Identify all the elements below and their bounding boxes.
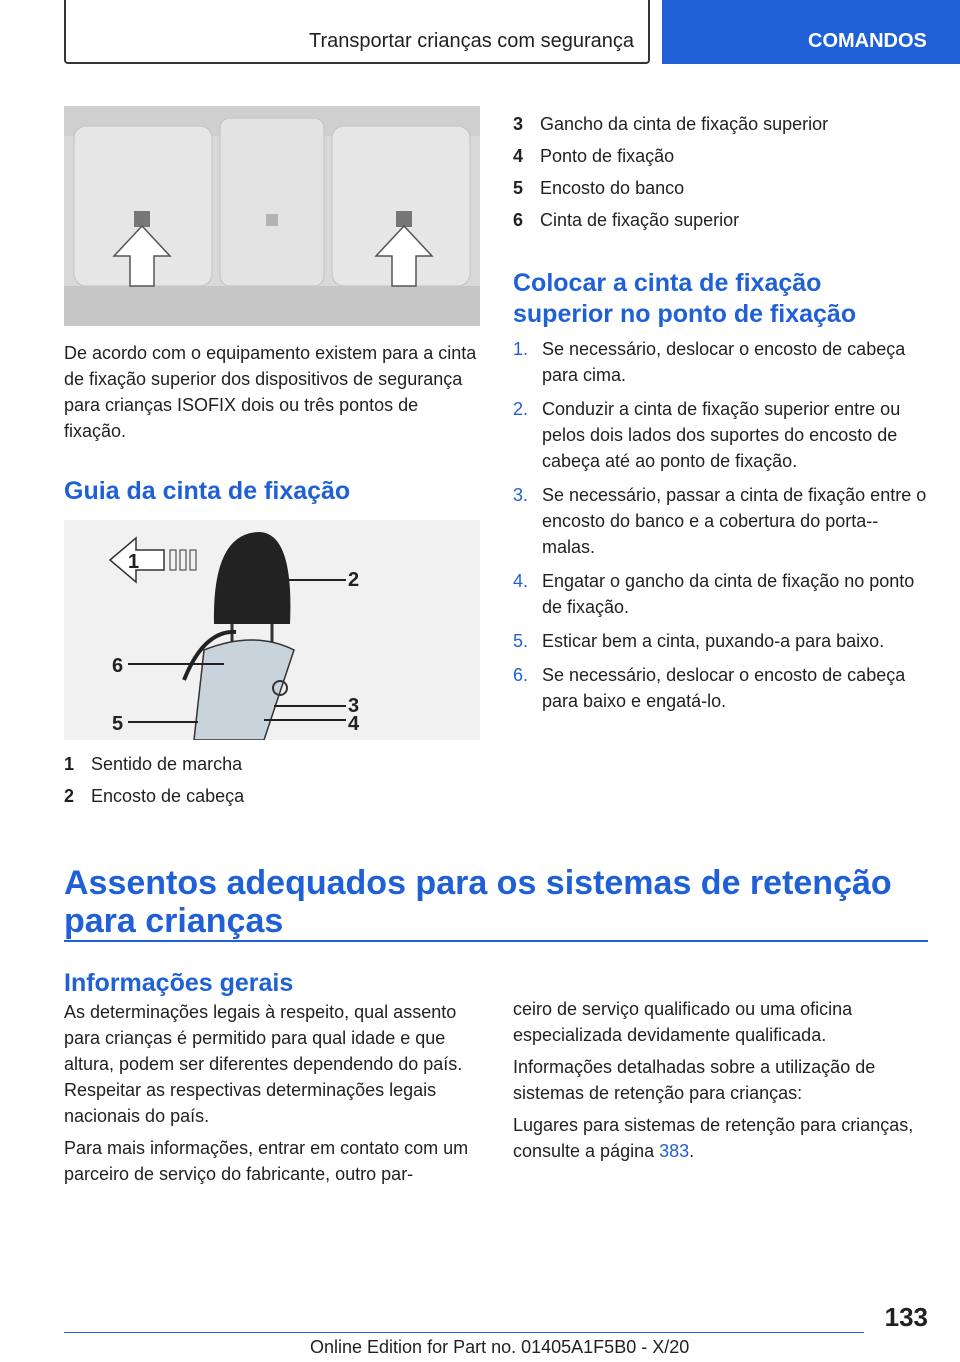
callout-2: 2: [348, 569, 360, 591]
step-number: 3.: [513, 485, 529, 505]
step-item: [513, 396, 928, 474]
page-number: 133: [884, 1302, 928, 1332]
step-item: [513, 482, 928, 560]
callout-6: 6: [112, 655, 124, 677]
step-number: 4.: [513, 571, 529, 591]
intro-text: De acordo com o equipamento existem para a cinta de fixação superior dos dispositivos de segurança para crianças ISOFIX dois ou três pontos de fixação.: [64, 343, 477, 441]
legend-text: Encosto de cabeça: [91, 786, 245, 806]
steps-section: [513, 268, 928, 722]
step-number: 5.: [513, 631, 529, 651]
steps-heading: Colocar a cinta de fixação superior no ponto de fixação: [513, 269, 857, 328]
legend-item: [513, 172, 928, 204]
headrest-shape: [214, 532, 291, 624]
seat-backrest-shape: [194, 640, 294, 740]
intro-paragraph: [64, 340, 482, 444]
legend-item: [513, 140, 928, 172]
general-info-paragraph: Informações detalhadas sobre a utilização de sistemas de retenção para crianças:: [513, 1057, 876, 1103]
header-section-title: Transportar crianças com segurança: [309, 30, 634, 52]
step-text: Se necessário, deslocar o encosto de cabeça para baixo e engatá-lo.: [542, 665, 906, 711]
step-item: [513, 628, 928, 654]
step-text: Se necessário, passar a cinta de fixação entre o encosto do banco e a cobertura do porta--malas.: [542, 485, 927, 557]
tether-guide-illustration: [64, 520, 480, 740]
page-reference-link[interactable]: 383: [659, 1141, 690, 1161]
callout-5: 5: [112, 713, 124, 735]
tether-guide-diagram: [64, 520, 480, 740]
anchor-points-photo: [64, 106, 480, 326]
diagram-legend-left: [64, 748, 482, 812]
header-section-box: [64, 0, 650, 64]
diagram-legend-right: [513, 108, 928, 236]
legend-item: [513, 204, 928, 236]
step-number: 2.: [513, 399, 529, 419]
section-title: Assentos adequados para os sistemas de retenção para crianças: [64, 864, 892, 940]
step-text: Se necessário, deslocar o encosto de cabeça para cima.: [542, 339, 906, 385]
footer-edition: Online Edition for Part no. 01405A1F5B0 - X/20: [310, 1337, 690, 1357]
step-item: [513, 662, 928, 714]
legend-number: 1: [64, 754, 75, 774]
general-info-paragraph: ceiro de serviço qualificado ou uma oficina especializada devidamente qualificada.: [513, 999, 853, 1045]
general-info-heading: Informações gerais: [64, 969, 294, 997]
step-number: 6.: [513, 665, 529, 685]
step-number: 1.: [513, 339, 529, 359]
callout-3: 3: [348, 695, 360, 717]
guide-heading: Guia da cinta de fixação: [64, 477, 351, 505]
section-rule: [64, 940, 928, 942]
legend-text: Encosto do banco: [540, 178, 685, 198]
legend-number: 4: [513, 146, 524, 166]
step-text: Engatar o gancho da cinta de fixação no ponto de fixação.: [542, 571, 915, 617]
page-reference-end: .: [689, 1141, 695, 1161]
step-item: [513, 336, 928, 388]
page-reference-paragraph: [513, 1112, 928, 1164]
general-info-paragraph: Para mais informações, entrar em contato com um parceiro de serviço do fabricante, outro par-: [64, 1138, 469, 1184]
header-tab-comandos[interactable]: COMANDOS: [662, 0, 960, 64]
anchor-points-illustration: [64, 106, 480, 326]
legend-number: 5: [513, 178, 524, 198]
general-info-left: [64, 968, 482, 1187]
legend-item: [513, 108, 928, 140]
step-item: [513, 568, 928, 620]
section-title-wrap: [64, 864, 928, 940]
callout-1: 1: [128, 551, 140, 573]
step-text: Esticar bem a cinta, puxando-a para baixo.: [542, 631, 885, 651]
legend-text: Gancho da cinta de fixação superior: [540, 114, 829, 134]
legend-text: Ponto de fixação: [540, 146, 675, 166]
steps-list: [513, 336, 928, 714]
legend-number: 3: [513, 114, 524, 134]
general-info-right: [513, 996, 928, 1164]
footer-rule: [64, 1332, 864, 1333]
legend-number: 2: [64, 786, 75, 806]
step-text: Conduzir a cinta de fixação superior entre ou pelos dois lados dos suportes do encosto de cabeça até ao ponto de fixação.: [542, 399, 901, 471]
legend-item: [64, 748, 482, 780]
general-info-paragraph: As determinações legais à respeito, qual assento para crianças é permitido para qual idade e que altura, podem ser diferentes dependendo do país. Respeitar as respectivas determinações legais nacionais do país.: [64, 1002, 463, 1126]
legend-text: Sentido de marcha: [91, 754, 243, 774]
guide-heading-wrap: [64, 476, 482, 507]
legend-item: [64, 780, 482, 812]
callout-4: 4: [348, 713, 360, 735]
page-reference-text: Lugares para sistemas de retenção para crianças, consulte a página: [513, 1115, 914, 1161]
legend-number: 6: [513, 210, 524, 230]
legend-text: Cinta de fixação superior: [540, 210, 740, 230]
